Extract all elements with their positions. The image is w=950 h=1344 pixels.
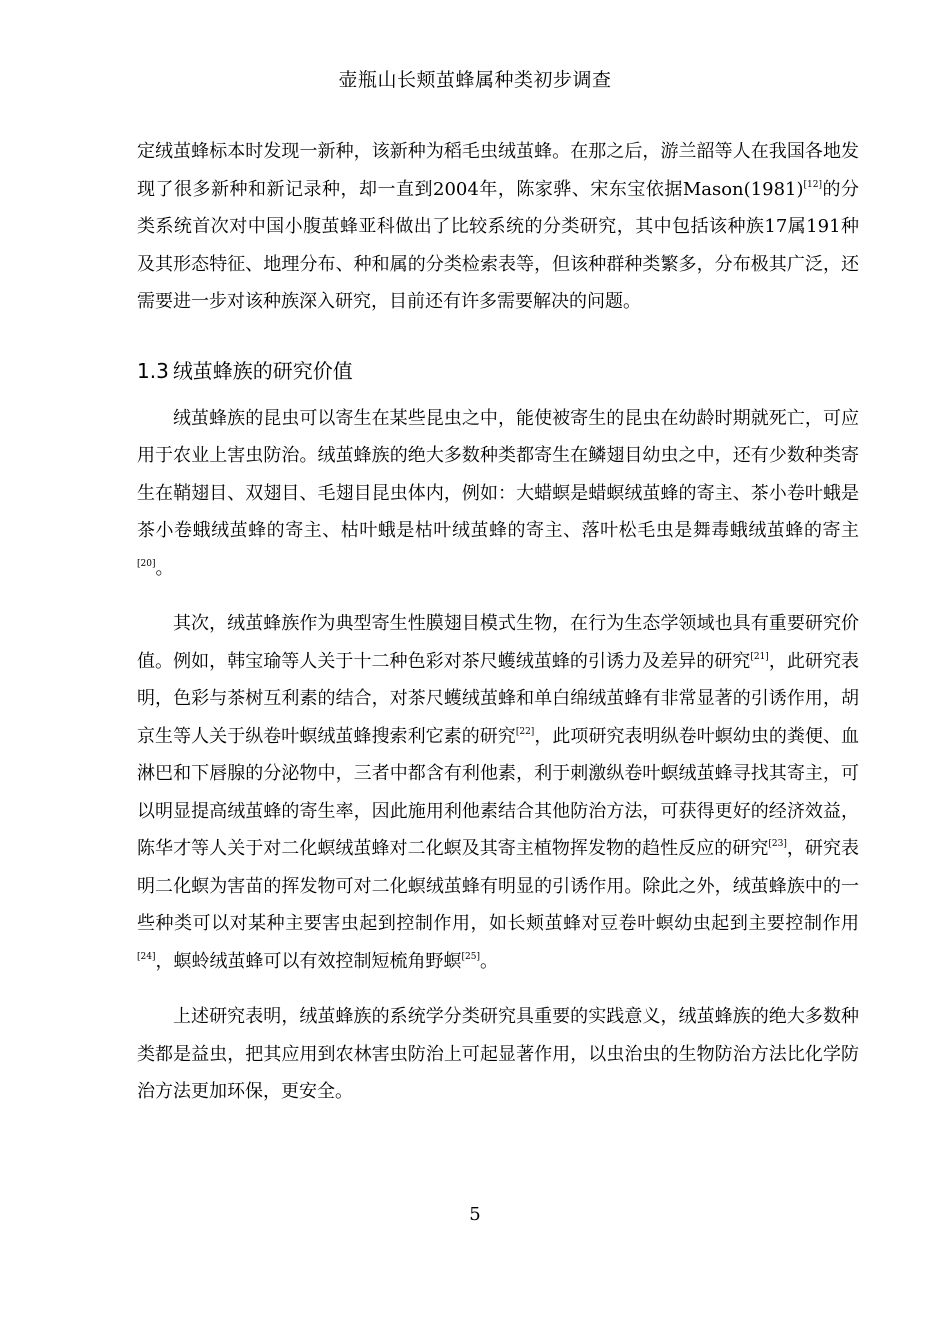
citation: [22] xyxy=(515,726,535,737)
paragraph-text: 。 xyxy=(155,557,174,579)
citation: [20] xyxy=(137,558,156,569)
paragraph-text: ，螟蛉绒茧蜂可以有效控制短梳角野螟 xyxy=(155,950,462,972)
citation: [21] xyxy=(750,651,769,662)
paragraph-history xyxy=(137,133,859,321)
running-header: 壶瓶山长颊茧蜂属种类初步调查 xyxy=(338,69,612,91)
page-number: 5 xyxy=(469,1204,481,1225)
section-heading xyxy=(137,356,859,386)
section-title: 绒茧蜂族的研究价值 xyxy=(172,358,353,383)
paragraph-behavioral-ecology xyxy=(137,605,859,980)
paragraph-text: ，此项研究表明纵卷叶螟幼虫的粪便、血淋巴和下唇腺的分泌物中，三者中都含有利他素，利于刺激纵卷叶螟绒茧蜂寻找其寄主，可以明显提高绒茧蜂的寄生率，因此施用利他素结合其他防治方法，可获得更好的经济效益，陈华才等人关于对二化螟绒茧蜂对二化螟及其寄主植物挥发物的趋性反应的研究 xyxy=(137,725,860,859)
section-number: 1.3 xyxy=(137,358,169,383)
paragraph-text: 绒茧蜂族的昆虫可以寄生在某些昆虫之中，能使被寄生的昆虫在幼龄时期就死亡，可应用于农业上害虫防治。绒茧蜂族的绝大多数种类都寄生在鳞翅目幼虫之中，还有少数种类寄生在鞘翅目、双翅目、毛翅目昆虫体内，例如：大蜡螟是蜡螟绒茧蜂的寄主、茶小卷叶蛾是茶小卷蛾绒茧蜂的寄主、枯叶蛾是枯叶绒茧蜂的寄主、落叶松毛虫是舞毒蛾绒茧蜂的寄主 xyxy=(137,407,859,541)
citation: [24] xyxy=(137,951,156,962)
citation: [23] xyxy=(768,838,787,849)
page-body xyxy=(137,133,859,1111)
paragraph-text: 的分类系统首次对中国小腹茧蜂亚科做出了比较系统的分类研究，其中包括该种族17属191种及其形态特征、地理分布、种和属的分类检索表等，但该种群种类繁多，分布极其广泛，还需要进一步对该种族深入研究，目前还有许多需要解决的问题。 xyxy=(137,178,860,312)
paragraph-text: 定绒茧蜂标本时发现一新种，该新种为稻毛虫绒茧蜂。在那之后，游兰韶等人在我国各地发现了很多新种和新记录种，却一直到2004年，陈家骅、宋东宝依据Mason(1981) xyxy=(137,141,859,200)
paragraph-text: 其次，绒茧蜂族作为典型寄生性膜翅目模式生物，在行为生态学领域也具有重要研究价值。例如，韩宝瑜等人关于十二种色彩对茶尺蠖绒茧蜂的引诱力及差异的研究 xyxy=(137,613,859,672)
citation: [25] xyxy=(461,951,480,962)
paragraph-conclusion xyxy=(137,998,859,1111)
citation: [12] xyxy=(803,179,822,190)
paragraph-text: ，研究表明二化螟为害苗的挥发物可对二化螟绒茧蜂有明显的引诱作用。除此之外，绒茧蜂族中的一些种类可以对某种主要害虫起到控制作用，如长颊茧蜂对豆卷叶螟幼虫起到主要控制作用 xyxy=(137,838,859,934)
paragraph-text: 上述研究表明，绒茧蜂族的系统学分类研究具重要的实践意义，绒茧蜂族的绝大多数种类都是益虫，把其应用到农林害虫防治上可起显著作用，以虫治虫的生物防治方法比化学防治方法更加环保，更安全。 xyxy=(137,1006,859,1102)
paragraph-pest-control xyxy=(137,400,859,588)
paragraph-text: 。 xyxy=(479,950,498,972)
paragraph-text: ，此研究表明，色彩与茶树互利素的结合，对茶尺蠖绒茧蜂和单白绵绒茧蜂有非常显著的引诱作用，胡京生等人关于纵卷叶螟绒茧蜂搜索利它素的研究 xyxy=(137,650,860,747)
